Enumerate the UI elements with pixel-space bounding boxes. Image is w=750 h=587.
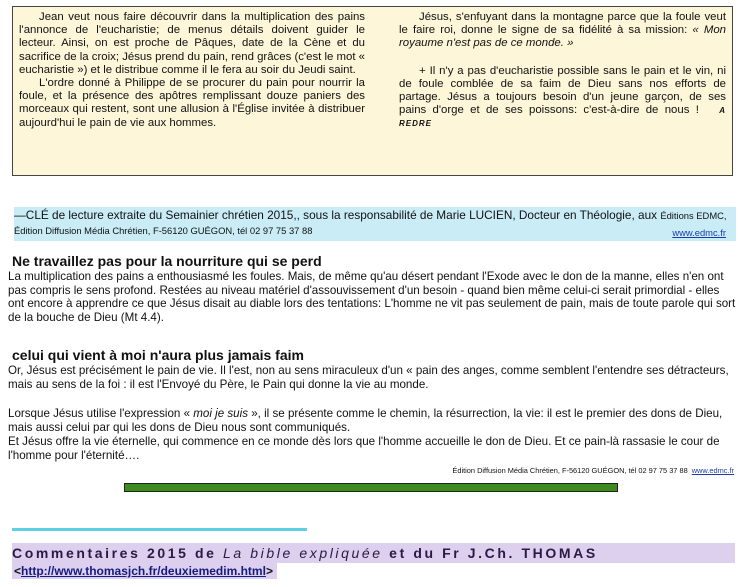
- section2-heading: celui qui vient à moi n'aura plus jamais faim: [12, 347, 304, 363]
- box-right-paragraph-1: [399, 11, 726, 51]
- thomas-url-line: [12, 563, 277, 579]
- section2-body-2-em: moi je suis: [193, 407, 248, 420]
- commentary-box: [12, 6, 733, 176]
- commentaires-post: et du Fr J.Ch. THOMAS: [382, 545, 598, 561]
- footer-credit: [452, 466, 734, 475]
- section2-body-2-pre: Lorsque Jésus utilise l'expression «: [8, 407, 194, 420]
- footer-link[interactable]: www.edmc.fr: [691, 466, 734, 475]
- cyan-divider-line: [12, 528, 307, 531]
- source-text: —CLÉ de lecture extraite du Semainier chrétien 2015,, sous la responsabilité de Marie LUCIEN, Docteur en Théologie, aux: [14, 208, 661, 222]
- thomas-url-link[interactable]: http://www.thomasjch.fr/deuxiemedim.html: [21, 564, 266, 578]
- box-left-column: [19, 11, 365, 130]
- section2-body-2: [8, 407, 736, 434]
- footer-text: Édition Diffusion Média Chrétien, F-56120 GUÉGON, tél 02 97 75 37 88: [452, 466, 688, 475]
- box-right-paragraph-2: [399, 65, 726, 131]
- box-right-quote: « Mon royaume n'est pas de ce monde. »: [399, 24, 726, 50]
- box-left-paragraph-2: L'ordre donné à Philippe de se procurer du pain pour nourrir la foule, et la présence des apôtres remplissant douze paniers des morceaux qui restent, sont une allusion à l'Église invitée à distribuer aujourd'hui le pain de vie aux hommes.: [19, 77, 365, 129]
- section2-body-3: Et Jésus offre la vie éternelle, qui commence en ce monde dès lors que l'homme accueille le don de Dieu. Et ce pain-là rassasie le cour de l'homme pour l'éternité….: [8, 435, 720, 462]
- section1-body: La multiplication des pains a enthousiasmé les foules. Mais, de même qu'au désert pendant l'Exode avec le don de la manne, elles n'en ont pas compris le sens profond. Restées au niveau matériel d'assouvissement d'un besoin - quand bien même celui-ci serait primordial - elles ont encore à apprendre ce que Jésus disait au diable lors des tentations: L'homme ne vit pas seulement de pain, mais de toute parole qui sort de la bouche de Dieu (Mt 4.4).: [8, 270, 736, 324]
- commentaires-italic: La bible expliquée: [223, 545, 383, 561]
- box-right-column: [399, 11, 726, 131]
- box-right-text-1: Jésus, s'enfuyant dans la montagne parce que la foule veut le faire roi, donne le signe de sa fidélité à sa mission:: [399, 11, 726, 37]
- box-left-paragraph-1: Jean veut nous faire découvrir dans la multiplication des pains l'annonce de l'eucharistie; de menus détails doivent guider le lecteur. Ainsi, on est proche de Pâques, date de la Cène et du sacrifice de la croix; Jésus prend du pain, rend grâces (c'est le mot « eucharistie ») et le distribue comme il le fera au soir du Jeudi saint.: [19, 11, 365, 76]
- green-divider-bar: [124, 483, 618, 492]
- signature: A REDRE: [399, 106, 726, 129]
- url-open-bracket: <: [14, 564, 22, 578]
- source-banner: [14, 207, 736, 241]
- commentaires-banner: [12, 543, 735, 563]
- section2-body-2-post: », il se présente comme le chemin, la résurrection, la vie: il est le premier des dons de Dieu, mais aussi celui par qui les dons de Dieu nous sont communiqués.: [8, 407, 723, 434]
- box-right-text-2: + Il n'y a pas d'eucharistie possible sans le pain et le vin, ni de foule comblée de sa faim de Dieu sans nos efforts de partage. Jésus a toujours besoin d'un jeune garçon, de ses pains d'orge et de ses poissons: c'est-à-dire de nous !: [399, 64, 726, 117]
- commentaires-pre: Commentaires 2015 de: [12, 545, 224, 561]
- edmc-link[interactable]: www.edmc.fr: [672, 227, 726, 238]
- section2-body-1: Or, Jésus est précisément le pain de vie. Il l'est, non au sens miraculeux d'un « pain des anges, comme semblent l'entendre ses détracteurs, mais au sens de la foi : il est l'Envoyé du Père, le Pain qui donne la vie au monde.: [8, 364, 729, 391]
- section1-heading: Ne travaillez pas pour la nourriture qui se perd: [12, 253, 322, 269]
- source-publisher: Éditions EDMC, Édition Diffusion Média Chrétien, F-56120 GUÉGON, tél 02 97 75 37 88: [14, 210, 727, 236]
- url-close-bracket: >: [265, 564, 273, 578]
